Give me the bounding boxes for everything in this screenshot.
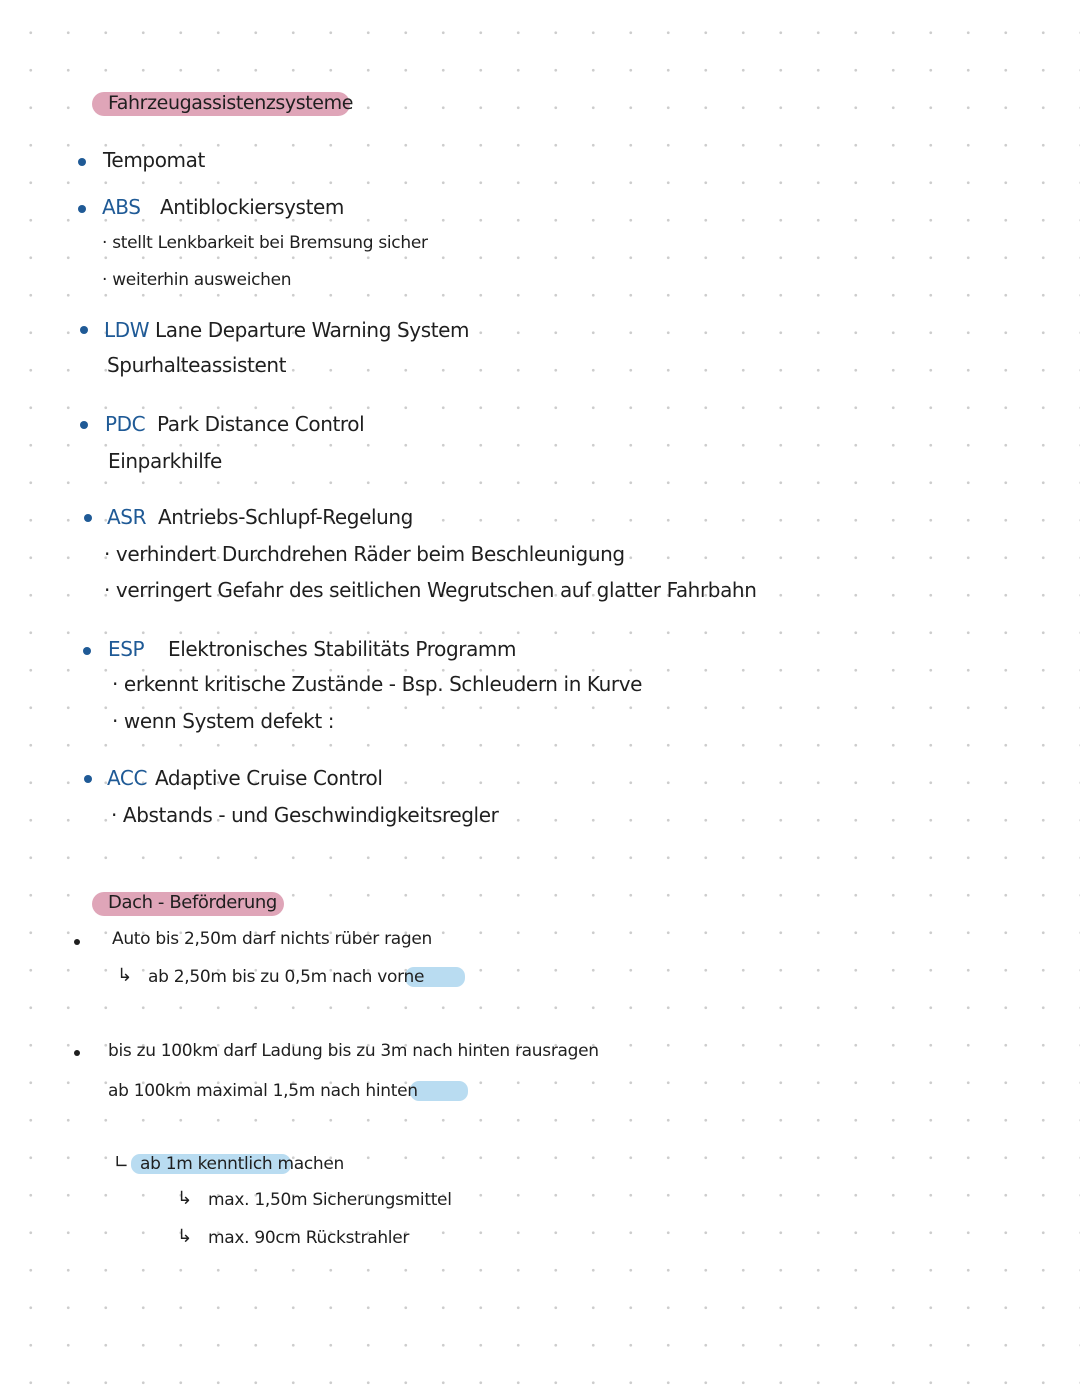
corner-arrow-icon: ∟ — [114, 1152, 129, 1173]
bullet-icon — [78, 205, 86, 213]
item-abbr-ldw: LDW — [104, 318, 150, 342]
item-note: · erkennt kritische Zustände - Bsp. Schleudern in Kurve — [112, 672, 643, 696]
item-name-pdc: Park Distance Control — [157, 412, 365, 436]
item-abbr-abs: ABS — [102, 195, 141, 219]
bullet-icon — [80, 421, 88, 429]
section-heading-roof — [92, 892, 284, 916]
arrow-return-icon: ↳ — [117, 965, 132, 986]
section-heading-assistance — [92, 92, 353, 116]
roof-rule-line: bis zu 100km darf Ladung bis zu 3m nach hinten rausragen — [108, 1041, 599, 1061]
item-note: · Abstands - und Geschwindigkeitsregler — [111, 803, 499, 827]
item-name-asr: Antriebs-Schlupf-Regelung — [158, 505, 413, 529]
item-tempomat: Tempomat — [103, 148, 205, 172]
bullet-icon — [84, 514, 92, 522]
item-abbr-esp: ESP — [108, 637, 145, 661]
item-name-acc: Adaptive Cruise Control — [155, 766, 383, 790]
roof-rule-line: ab 100km maximal 1,5m nach hinten — [108, 1081, 418, 1101]
roof-rule-line: ab 2,50m bis zu 0,5m nach vorne — [148, 967, 425, 987]
roof-rule-sub: ab 1m kenntlich machen — [140, 1154, 345, 1174]
roof-rule-subsub: max. 1,50m Sicherungsmittel — [208, 1190, 452, 1210]
item-note: · verringert Gefahr des seitlichen Wegrutschen auf glatter Fahrbahn — [104, 578, 757, 602]
item-name-esp: Elektronisches Stabilitäts Programm — [168, 637, 517, 661]
item-name-abs: Antiblockiersystem — [160, 195, 345, 219]
item-note: · verhindert Durchdrehen Räder beim Beschleunigung — [104, 542, 625, 566]
bullet-icon — [84, 775, 92, 783]
section-title: Fahrzeugassistenzsysteme — [108, 92, 353, 114]
arrow-return-icon: ↳ — [177, 1226, 192, 1247]
item-subtitle: Spurhalteassistent — [107, 353, 287, 377]
item-note: · wenn System defekt : — [112, 709, 335, 733]
bullet-icon — [80, 326, 88, 334]
highlight-mark — [410, 1081, 468, 1101]
item-abbr-asr: ASR — [107, 505, 147, 529]
roof-rule-subsub: max. 90cm Rückstrahler — [208, 1228, 410, 1248]
item-abbr-pdc: PDC — [105, 412, 146, 436]
item-subtitle: Einparkhilfe — [108, 449, 222, 473]
item-name-ldw: Lane Departure Warning System — [155, 318, 470, 342]
roof-rule-line: Auto bis 2,50m darf nichts rüber ragen — [112, 929, 433, 949]
bullet-icon — [83, 647, 91, 655]
bullet-icon — [78, 158, 86, 166]
item-note: · stellt Lenkbarkeit bei Bremsung sicher — [102, 233, 428, 253]
arrow-return-icon: ↳ — [177, 1188, 192, 1209]
item-note: · weiterhin ausweichen — [102, 270, 292, 290]
bullet-icon — [74, 1050, 80, 1056]
bullet-icon — [74, 939, 80, 945]
section-title: Dach - Beförderung — [108, 892, 277, 913]
item-abbr-acc: ACC — [107, 766, 148, 790]
